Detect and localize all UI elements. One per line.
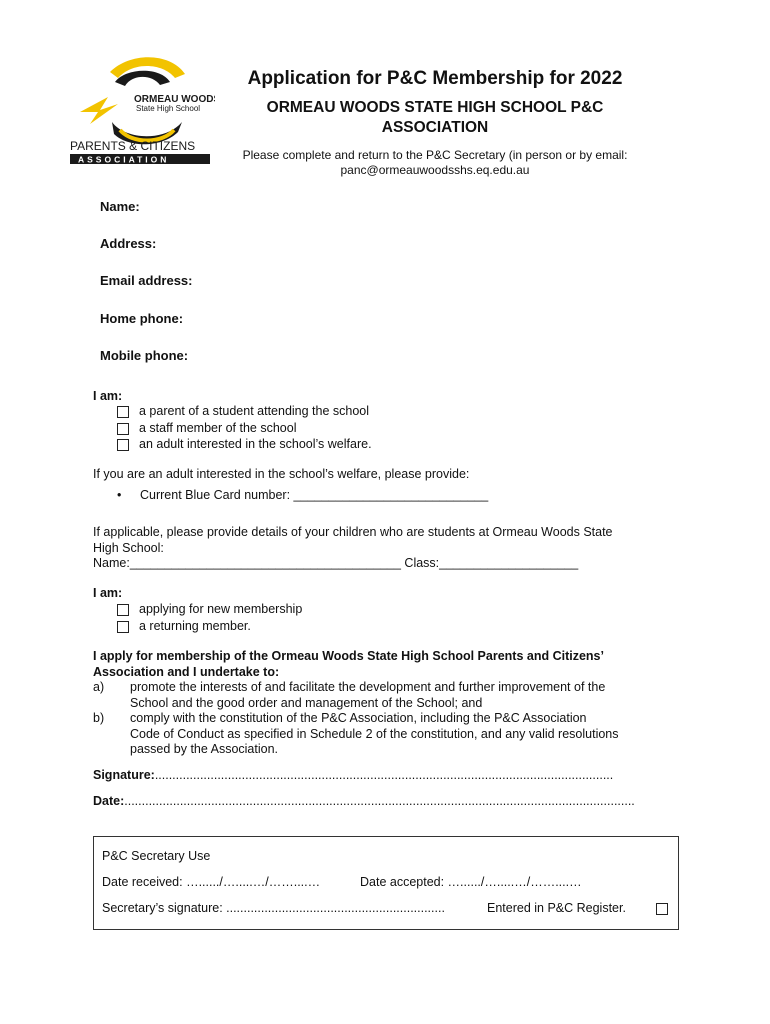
signature-label: Signature: [93, 768, 155, 782]
mobile-phone-field-label: Mobile phone: [100, 348, 189, 363]
role-option-label: a parent of a student attending the school [139, 404, 370, 418]
date-received-field[interactable]: Date received: …....../….....…/……....… [102, 875, 321, 889]
date-accepted-field[interactable]: Date accepted: …....../….....…/……....… [360, 875, 582, 889]
undertaking-item-b-line1: comply with the constitution of the P&C Association, including the P&C Association [130, 711, 587, 725]
checkbox-icon[interactable] [117, 439, 129, 451]
bullet-icon: • [117, 488, 122, 502]
role-option-label: an adult interested in the school’s welfare. [139, 437, 372, 451]
instructions [200, 148, 670, 178]
checkbox-icon[interactable] [117, 604, 129, 616]
signature-dots: .................................................................................................................................... [154, 768, 614, 782]
role-option-adult[interactable] [117, 437, 372, 451]
role-option-staff[interactable] [117, 421, 297, 435]
logo-school-line2: State High School [136, 104, 201, 113]
role-heading: I am: [93, 389, 123, 403]
address-field-label: Address: [100, 236, 157, 251]
home-phone-field-label: Home phone: [100, 311, 184, 326]
register-checkbox-icon[interactable] [656, 903, 668, 915]
membership-option-label: a returning member. [139, 619, 251, 633]
register-label: Entered in P&C Register. [487, 901, 626, 915]
email-field-label: Email address: [100, 273, 193, 288]
school-logo [70, 52, 215, 167]
role-option-parent[interactable] [117, 404, 369, 418]
undertaking-item-b [130, 711, 690, 758]
date-label: Date: [93, 794, 125, 808]
blue-card-intro: If you are an adult interested in the school’s welfare, please provide: [93, 467, 470, 481]
children-intro [93, 525, 693, 572]
instructions-line1: Please complete and return to the P&C Secretary (in person or by email: [242, 148, 628, 162]
subtitle-line2: ASSOCIATION [381, 119, 489, 136]
page-title: Application for P&C Membership for 2022 [247, 68, 623, 89]
undertaking-item-b-line2: Code of Conduct as specified in Schedule 2 of the constitution, and any valid resolutions [130, 726, 619, 741]
membership-option-label: applying for new membership [139, 602, 303, 616]
logo-association: ASSOCIATION [78, 154, 170, 165]
secretary-heading: P&C Secretary Use [102, 849, 211, 863]
logo-graphic [70, 52, 215, 167]
children-name-class-field[interactable]: Name:_______________________________________ Class:____________________ [93, 556, 579, 570]
date-line[interactable] [93, 794, 673, 810]
date-dots: ................................................................................................................................................... [124, 794, 635, 808]
undertaking-item-a-line1: promote the interests of and facilitate the development and further improvement of the [130, 680, 606, 694]
children-intro-line2: High School: [93, 540, 164, 555]
undertaking-heading-line1: I apply for membership of the Ormeau Woods State High School Parents and Citizens’ [93, 649, 604, 663]
membership-heading: I am: [93, 586, 123, 600]
role-option-label: a staff member of the school [139, 421, 297, 435]
undertaking-heading [93, 649, 693, 680]
logo-parents-citizens: PARENTS & CITIZENS [70, 139, 196, 153]
children-intro-line1: If applicable, please provide details of your children who are students at Ormeau Woods State [93, 525, 613, 539]
undertaking-heading-line2: Association and I undertake to: [93, 664, 280, 679]
logo-school-line1: ORMEAU WOODS [134, 94, 215, 105]
instructions-email: panc@ormeauwoodsshs.eq.edu.au [340, 163, 530, 177]
page-subtitle [200, 98, 670, 138]
undertaking-item-a-line2: School and the good order and management of the School; and [130, 695, 483, 710]
membership-option-returning[interactable] [117, 619, 251, 633]
undertaking-marker-b: b) [93, 711, 105, 725]
signature-line[interactable] [93, 768, 673, 784]
secretary-use-box [93, 836, 679, 930]
secretary-signature-field[interactable]: Secretary’s signature: ............................................................... [102, 901, 445, 915]
subtitle-line1: ORMEAU WOODS STATE HIGH SCHOOL P&C [266, 99, 604, 116]
checkbox-icon[interactable] [117, 621, 129, 633]
undertaking-marker-a: a) [93, 680, 105, 694]
undertaking-item-a [130, 680, 690, 711]
checkbox-icon[interactable] [117, 423, 129, 435]
name-field-label: Name: [100, 199, 140, 214]
blue-card-number-field[interactable]: Current Blue Card number: ____________________________ [140, 488, 489, 502]
membership-option-new[interactable] [117, 602, 302, 616]
checkbox-icon[interactable] [117, 406, 129, 418]
undertaking-item-b-line3: passed by the Association. [130, 742, 279, 756]
